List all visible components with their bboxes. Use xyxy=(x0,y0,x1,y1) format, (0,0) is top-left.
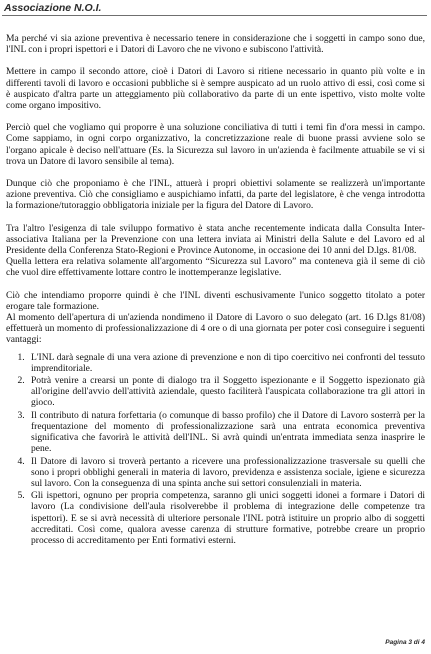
paragraph-3: Perciò quel che vogliamo qui proporre è una soluzione conciliativa di tutti i temi fin d'ora messi in campo. Come sappiamo, in ogni corpo organizzativo, la concretizzazione reale di buone prassi avviene solo se l'organo apicale è deciso nell'attuare (Es. la Sicurezza sul lavoro in un'azienda è facilmente attuabile se vi si trova un Datore di lavoro sensibile al tema). xyxy=(6,122,425,167)
advantages-list xyxy=(6,352,425,546)
paragraph-1: Ma perché vi sia azione preventiva è necessario tenere in considerazione che i soggetti in campo sono due, l'INL con i propri ispettori e i Datori di Lavoro che ne vivono e subiscono l'attività. xyxy=(6,33,425,56)
paragraph-4: Dunque ciò che proponiamo è che l'INL, attuerà i propri obiettivi solamente se realizzerà un'importante azione preventiva. Ciò che consigliamo e auspichiamo infatti, da parte del legislatore, è che venga introdotta la formazione/tutoraggio obbligatoria iniziale per la figura del Datore di Lavoro. xyxy=(6,178,425,212)
paragraph-6: Quella lettera era relativa solamente all'argomento “Sicurezza sul Lavoro” ma conteneva già il seme di ciò che vuol dire effettivamente lottare contro le inottemperanze legislative. xyxy=(6,256,425,279)
association-title: Associazione N.O.I. xyxy=(4,2,102,14)
list-item: 2. Potrà venire a crearsi un ponte di dialogo tra il Soggetto ispezionante e il Soggetto ispezionato già all'origine dell'avvio dell'attività aziendale, questo faciliterà l'auspicata collaborazione tra gli attori in gioco. xyxy=(27,375,425,409)
page-number: Pagina 3 di 4 xyxy=(385,639,425,646)
list-item: 5. Gli ispettori, ognuno per propria competenza, saranno gli unici soggetti idonei a formare i Datori di lavoro (La condivisione dell'aula risolverebbe il problema di integrazione delle competenze tra ispettori). E se si avrà necessità di ulteriore personale l'INL potrà istituire un proprio albo di soggetti accreditati. Così come, qualora avesse carenza di strutture formative, potrebbe creare un proprio processo di accreditamento per Enti formativi esterni. xyxy=(27,490,425,546)
paragraph-8: Al momento dell'apertura di un'azienda nondimeno il Datore di Lavoro o suo delegato (art. 16 D.lgs 81/08) effettuerà un momento di professionalizzazione di 4 ore o di una giornata per poter così conseguire i seguenti vantaggi: xyxy=(6,312,425,346)
list-item: 4. Il Datore di lavoro si troverà pertanto a ricevere una professionalizzazione trasversale su quelli che sono i propri obblighi generali in materia di lavoro, previdenza e assistenza sociale, igiene e sicurezza sul lavoro. Con la conseguenza di una spinta anche sui settori consulenziali in materia. xyxy=(27,456,425,490)
paragraph-2: Mettere in campo il secondo attore, cioè i Datori di Lavoro si ritiene necessario in quanto più volte e in differenti tavoli di lavoro e occasioni pubbliche si è sempre auspicato ad un ruolo attivo di essi, così come si è auspicato d'altra parte un atteggiamento più collaborativo da parte di un ente ispettivo, visto molte volte come organo impositivo. xyxy=(6,66,425,112)
paragraph-7: Ciò che intendiamo proporre quindi è che l'INL diventi eschusivamente l'unico soggetto titolato a poter erogare tale formazione. xyxy=(6,289,425,312)
document-body xyxy=(6,33,425,547)
paragraph-5: Tra l'altro l'esigenza di tale sviluppo formativo è stata anche recentemente indicata dalla Consulta Inter-associativa Italiana per la Prevenzione con una lettera inviata ai Ministri della Salute e del Lavoro ed al Presidente della Conferenza Stato-Regioni e Province Autonome, in occasione dei 10 anni del D.lgs. 81/08. xyxy=(6,222,425,257)
list-item: 3. Il contributo di natura forfettaria (o comunque di basso profilo) che il Datore di Lavoro sosterrà per la frequentazione del momento di professionalizzazione sarà una entrata economica preventiva significativa che favorirà le attività dell'INL. Si avrà quindi un'entrata immediata senza inasprire le pene. xyxy=(27,410,425,455)
list-item: 1. L'INL darà segnale di una vera azione di prevenzione e non di tipo coercitivo nei confronti del tessuto imprenditoriale. xyxy=(27,352,425,374)
page-header xyxy=(2,2,427,16)
